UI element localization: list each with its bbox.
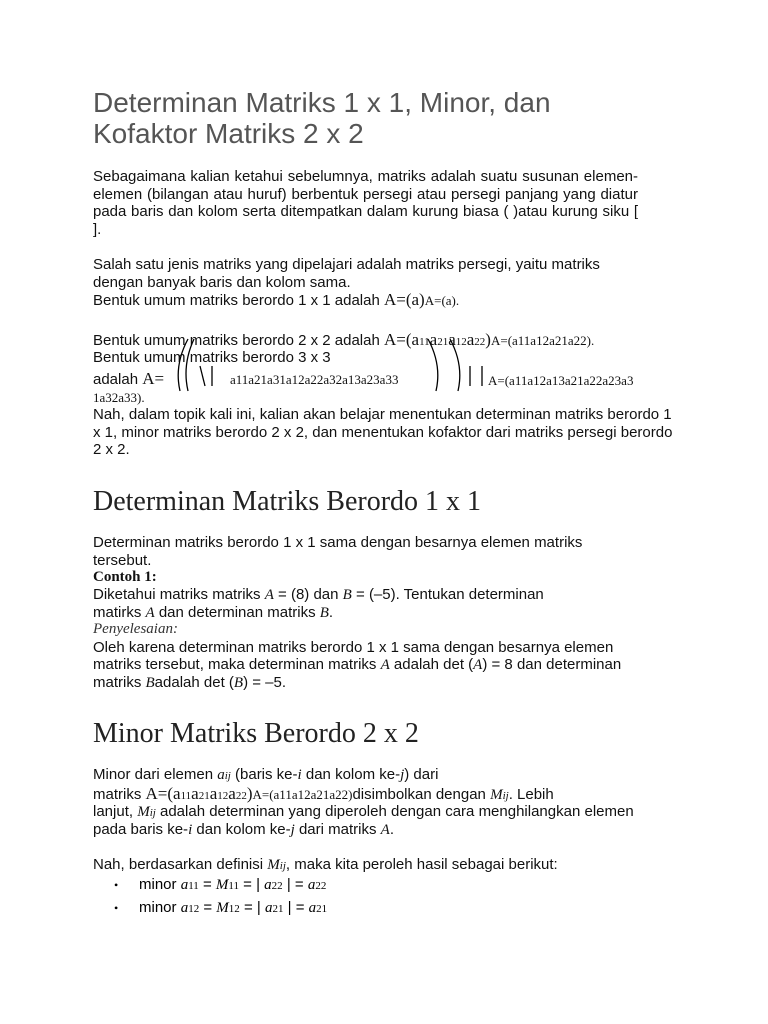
right-paren-glyph bbox=[420, 337, 468, 393]
bullet-glyph: • bbox=[114, 901, 119, 915]
solution-line: Oleh karena determinan matriks berordo 1 x 1 sama dengan besarnya elemen bbox=[93, 638, 614, 656]
bar-glyph bbox=[196, 364, 224, 388]
solution-line: matriks tersebut, maka determinan matriks A adalah det (A) = 8 dan determinan bbox=[93, 656, 622, 673]
list-item: minor a11 = M11 = | a22 | = a22 bbox=[139, 876, 327, 893]
example-label: Contoh 1: bbox=[93, 569, 157, 585]
minor-definition-line: pada baris ke-i dan kolom ke-j dari matriks A. bbox=[93, 821, 394, 838]
example-line: matirks A dan determinan matriks B. bbox=[93, 603, 334, 621]
page-title: Determinan Matriks 1 x 1, Minor, dan Kofaktor Matriks 2 x 2 bbox=[93, 87, 551, 149]
list-item: minor a12 = M12 = | a21 | = a21 bbox=[139, 899, 328, 916]
formula-alt-text: A=(a11a12a13a21a22a23a3 bbox=[488, 373, 634, 388]
formula-text: adalah bbox=[93, 371, 143, 388]
intro-line: dengan banyak baris dan kolom sama. bbox=[93, 273, 351, 291]
section-heading: Determinan Matriks Berordo 1 x 1 bbox=[93, 486, 482, 517]
formula-line-3x3 bbox=[93, 370, 164, 389]
formula-alt-text: 1a32a33). bbox=[93, 390, 145, 405]
minor-definition-line: matriks A=(a11a21a12a22)A=(a11a12a21a22)disimbolkan dengan Mij. Lebih bbox=[93, 784, 554, 803]
minor-definition-line: Nah, berdasarkan definisi Mij, maka kita peroleh hasil sebagai berikut: bbox=[93, 856, 558, 873]
formula-line-1x1 bbox=[93, 291, 459, 310]
formula-text: Bentuk umum matriks berordo 2 x 2 adalah bbox=[93, 332, 384, 349]
section-heading: Minor Matriks Berordo 2 x 2 bbox=[93, 718, 419, 749]
minor-definition-line: Minor dari elemen aij (baris ke-i dan kolom ke-j) dari bbox=[93, 766, 439, 783]
bullet-glyph: • bbox=[114, 878, 119, 892]
formula-math: A=(a) bbox=[383, 290, 425, 309]
example-line: Diketahui matriks matriks A = (8) dan B = (–5). Tentukan determinan bbox=[93, 586, 544, 603]
section-paragraph: Determinan matriks berordo 1 x 1 sama dengan besarnya elemen matriks tersebut. bbox=[93, 534, 583, 569]
intro-line: Salah satu jenis matriks yang dipelajari adalah matriks persegi, yaitu matriks bbox=[93, 256, 600, 273]
bar-glyph bbox=[466, 364, 490, 388]
formula-alt-text: A=(a11a12a21a22). bbox=[490, 333, 595, 348]
intro-line: Bentuk umum matriks berordo 3 x 3 bbox=[93, 349, 331, 366]
matrix-3x3-entries: a11a21a31a12a22a32a13a23a33 bbox=[230, 372, 399, 387]
solution-line: matriks Badalah det (B) = –5. bbox=[93, 673, 287, 691]
formula-math: A= bbox=[142, 369, 165, 388]
minor-definition-line: lanjut, Mij adalah determinan yang diperoleh dengan cara menghilangkan elemen bbox=[93, 803, 634, 820]
solution-label: Penyelesaian: bbox=[93, 621, 178, 637]
formula-alt-text: A=(a). bbox=[424, 293, 460, 308]
intro-paragraph: Sebagaimana kalian ketahui sebelumnya, matriks adalah suatu susunan elemen-elemen (bilangan atau huruf) berbentuk persegi atau persegi panjang yang diatur pada baris dan kolom serta ditempatkan dalam kurung biasa ( )atau kurung siku [ ]. bbox=[93, 168, 638, 238]
intro-paragraph: Nah, dalam topik kali ini, kalian akan belajar menentukan determinan matriks berordo 1 x 1, minor matriks berordo 2 x 2, dan menentukan kofaktor dari matriks persegi berordo 2 x 2. bbox=[93, 406, 673, 458]
formula-math: A=(a11a21a12a22) bbox=[383, 330, 491, 349]
formula-text: Bentuk umum matriks berordo 1 x 1 adalah bbox=[93, 292, 384, 309]
left-paren-glyph bbox=[168, 337, 198, 393]
